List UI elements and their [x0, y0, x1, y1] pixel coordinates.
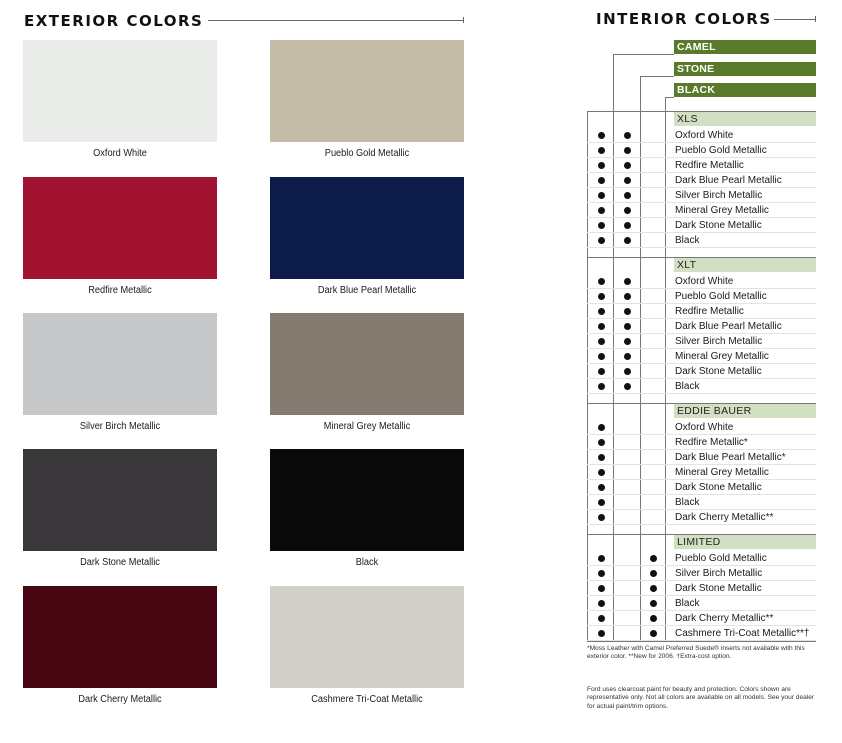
trim-connector [665, 97, 674, 98]
availability-dot [598, 207, 605, 214]
trim-label-camel: CAMEL [674, 40, 816, 54]
availability-dot [598, 293, 605, 300]
color-swatch [23, 177, 217, 279]
trim-row-label: Dark Blue Pearl Metallic [675, 175, 782, 186]
availability-dot [598, 177, 605, 184]
trim-connector [613, 54, 674, 55]
exterior-heading-rule [208, 20, 464, 21]
availability-dot [624, 368, 631, 375]
availability-dot [598, 514, 605, 521]
color-swatch [270, 177, 464, 279]
availability-dot [598, 555, 605, 562]
availability-dot [624, 278, 631, 285]
availability-dot [598, 192, 605, 199]
row-divider [587, 494, 816, 495]
row-divider [587, 393, 816, 394]
exterior-heading: EXTERIOR COLORS [24, 12, 204, 30]
color-swatch-label: Dark Blue Pearl Metallic [317, 285, 417, 296]
availability-dot [598, 222, 605, 229]
trim-label-black: BLACK [674, 83, 816, 97]
color-swatch-label: Black [355, 557, 379, 568]
trim-connector [640, 76, 674, 77]
row-divider [587, 524, 816, 525]
column-line [640, 76, 641, 641]
trim-row-label: Pueblo Gold Metallic [675, 145, 767, 156]
trim-row-label: Dark Stone Metallic [675, 482, 762, 493]
color-swatch [270, 586, 464, 688]
trim-row-label: Oxford White [675, 422, 734, 433]
trim-row-label: Cashmere Tri-Coat Metallic**† [675, 628, 810, 639]
trim-row-label: Black [675, 381, 700, 392]
color-swatch [23, 40, 217, 142]
availability-dot [598, 615, 605, 622]
availability-dot [598, 499, 605, 506]
availability-dot [598, 439, 605, 446]
trim-row-label: Dark Stone Metallic [675, 583, 762, 594]
availability-dot [624, 323, 631, 330]
availability-dot [650, 630, 657, 637]
availability-dot [624, 162, 631, 169]
availability-dot [624, 132, 631, 139]
trim-row-label: Redfire Metallic [675, 306, 744, 317]
availability-dot [650, 585, 657, 592]
availability-dot [598, 323, 605, 330]
availability-dot [598, 132, 605, 139]
color-swatch-label: Silver Birch Metallic [79, 421, 161, 432]
color-swatch-label: Dark Cherry Metallic [78, 694, 162, 705]
group-header: EDDIE BAUER [674, 404, 816, 418]
group-header: XLT [674, 258, 816, 272]
trim-row-label: Mineral Grey Metallic [675, 351, 769, 362]
availability-dot [598, 424, 605, 431]
trim-row-label: Silver Birch Metallic [675, 190, 763, 201]
availability-dot [598, 147, 605, 154]
trim-row-label: Silver Birch Metallic [675, 568, 763, 579]
availability-dot [598, 162, 605, 169]
availability-dot [598, 308, 605, 315]
color-swatch [23, 586, 217, 688]
color-swatch-label: Mineral Grey Metallic [323, 421, 411, 432]
color-swatch [23, 313, 217, 415]
footnote [587, 645, 819, 662]
disclaimer [587, 686, 819, 711]
row-divider [587, 247, 816, 248]
color-swatch-label: Redfire Metallic [88, 285, 152, 296]
disclaimer-text: Ford uses clearcoat paint for beauty and protection. Colors shown are representative only. Not all colors are available on all models. See your dealer for actual paint/trim options. [587, 686, 815, 710]
row-divider [587, 232, 816, 233]
table-bottom-border [587, 641, 816, 642]
trim-row-label: Dark Stone Metallic [675, 366, 762, 377]
row-divider [587, 595, 816, 596]
table-left-border [587, 112, 588, 641]
color-swatch-label: Pueblo Gold Metallic [324, 148, 410, 159]
availability-dot [624, 308, 631, 315]
row-divider [587, 378, 816, 379]
trim-row-label: Mineral Grey Metallic [675, 205, 769, 216]
interior-heading-rule-end [815, 16, 816, 22]
availability-dot [650, 570, 657, 577]
trim-row-label: Pueblo Gold Metallic [675, 291, 767, 302]
availability-dot [598, 585, 605, 592]
availability-dot [598, 383, 605, 390]
availability-dot [598, 353, 605, 360]
color-swatch-label: Dark Stone Metallic [80, 557, 160, 568]
trim-row-label: Dark Cherry Metallic** [675, 512, 774, 523]
availability-dot [598, 368, 605, 375]
availability-dot [624, 383, 631, 390]
trim-label-stone: STONE [674, 62, 816, 76]
availability-dot [624, 237, 631, 244]
availability-dot [598, 278, 605, 285]
availability-dot [598, 570, 605, 577]
availability-dot [598, 338, 605, 345]
availability-dot [598, 630, 605, 637]
availability-dot [624, 177, 631, 184]
trim-row-label: Dark Cherry Metallic** [675, 613, 774, 624]
trim-row-label: Dark Blue Pearl Metallic* [675, 452, 786, 463]
color-swatch [270, 40, 464, 142]
trim-row-label: Dark Stone Metallic [675, 220, 762, 231]
availability-dot [598, 484, 605, 491]
trim-row-label: Redfire Metallic* [675, 437, 748, 448]
color-swatch [23, 449, 217, 551]
trim-row-label: Redfire Metallic [675, 160, 744, 171]
trim-row-label: Black [675, 235, 700, 246]
trim-row-label: Dark Blue Pearl Metallic [675, 321, 782, 332]
color-swatch-label: Oxford White [93, 148, 147, 159]
availability-dot [624, 147, 631, 154]
availability-dot [598, 237, 605, 244]
availability-dot [624, 293, 631, 300]
availability-dot [624, 207, 631, 214]
trim-row-label: Silver Birch Metallic [675, 336, 763, 347]
column-line [665, 97, 666, 641]
availability-dot [624, 222, 631, 229]
trim-row-label: Mineral Grey Metallic [675, 467, 769, 478]
footnote-text: *Moss Leather with Camel Preferred Suede® inserts not available with this exterior color. **New for 2006. †Extra-cost option. [587, 645, 805, 661]
exterior-heading-rule-end [463, 17, 464, 23]
availability-dot [624, 192, 631, 199]
availability-dot [650, 555, 657, 562]
availability-dot [598, 454, 605, 461]
trim-row-label: Oxford White [675, 130, 734, 141]
trim-row-label: Oxford White [675, 276, 734, 287]
group-header: LIMITED [674, 535, 816, 549]
trim-row-label: Black [675, 497, 700, 508]
availability-dot [598, 600, 605, 607]
group-header: XLS [674, 112, 816, 126]
color-swatch-label: Cashmere Tri-Coat Metallic [311, 694, 423, 705]
availability-dot [598, 469, 605, 476]
trim-row-label: Pueblo Gold Metallic [675, 553, 767, 564]
availability-dot [624, 338, 631, 345]
availability-dot [650, 600, 657, 607]
interior-heading: INTERIOR COLORS [596, 10, 772, 28]
trim-row-label: Black [675, 598, 700, 609]
availability-dot [624, 353, 631, 360]
color-swatch [270, 313, 464, 415]
availability-dot [650, 615, 657, 622]
color-swatch [270, 449, 464, 551]
interior-heading-rule [774, 19, 816, 20]
